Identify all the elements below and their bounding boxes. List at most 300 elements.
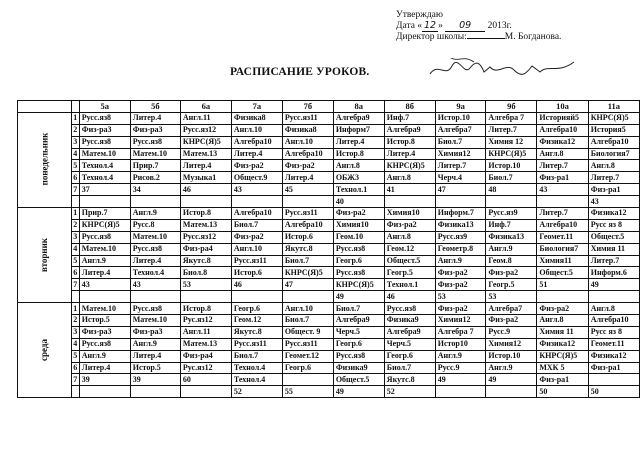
lesson-cell: Физ-ра2 — [486, 267, 537, 279]
lesson-cell: КНРС(Я)5 — [486, 148, 537, 160]
lesson-cell: Англ.9 — [486, 243, 537, 255]
lesson-cell: Англ.8 — [588, 160, 639, 172]
lesson-cell: Русс.яз8 — [333, 267, 384, 279]
lesson-cell: Алгебра9 — [333, 315, 384, 327]
lesson-cell: 43 — [79, 279, 130, 291]
lesson-cell: Алгебра7 — [486, 303, 537, 315]
class-header: 7б — [282, 101, 333, 113]
lesson-cell: 53 — [180, 279, 231, 291]
lesson-cell — [79, 291, 130, 303]
lesson-row — [18, 338, 640, 350]
lesson-cell: Истор.8 — [180, 208, 231, 220]
lesson-cell — [79, 386, 130, 398]
lesson-cell: Физика9 — [384, 315, 435, 327]
lesson-cell: Матем.13 — [180, 148, 231, 160]
lesson-cell: КНРС(Я)5 — [79, 219, 130, 231]
approval-title: Утверждаю — [396, 10, 443, 20]
lesson-cell — [282, 196, 333, 208]
lesson-cell: Технол.1 — [333, 184, 384, 196]
lesson-cell: Химия11 — [537, 255, 588, 267]
lesson-cell: Литер.4 — [282, 172, 333, 184]
lesson-cell: Истор.10 — [435, 112, 486, 124]
lesson-cell — [130, 386, 180, 398]
approval-date: Дата « 12 » 09 2013г. — [396, 19, 512, 31]
lesson-cell: Алгебра10 — [588, 136, 639, 148]
lesson-cell: 43 — [130, 279, 180, 291]
lesson-row — [18, 136, 640, 148]
lesson-cell: Физ-ра1 — [537, 374, 588, 386]
lesson-cell: Физ-ра1 — [537, 172, 588, 184]
lesson-cell: КНРС(Я)5 — [537, 350, 588, 362]
lesson-cell: Технол.4 — [79, 160, 130, 172]
lesson-cell: КНРС(Я)5 — [588, 112, 639, 124]
lesson-cell: Алгебра 7 — [435, 326, 486, 338]
lesson-number: 6 — [71, 362, 79, 374]
lesson-cell: Физ-ра3 — [130, 326, 180, 338]
lesson-cell: Англ.9 — [79, 255, 130, 267]
lesson-cell — [130, 196, 180, 208]
lesson-cell: 52 — [231, 386, 282, 398]
lesson-cell: Биол.7 — [486, 172, 537, 184]
class-header: 11а — [588, 101, 639, 113]
lesson-row — [18, 291, 640, 303]
lesson-cell: Рисов.2 — [130, 172, 180, 184]
lesson-cell: Геом.10 — [333, 231, 384, 243]
lesson-cell — [79, 196, 130, 208]
lesson-cell: Англ.9 — [130, 338, 180, 350]
lesson-cell: Инф.7 — [486, 219, 537, 231]
lesson-cell: Геогр.6 — [231, 303, 282, 315]
lesson-cell: Физ-ра2 — [537, 303, 588, 315]
lesson-cell: 49 — [588, 279, 639, 291]
lesson-cell: Химия10 — [333, 219, 384, 231]
lesson-cell: Русс.яз11 — [231, 255, 282, 267]
lesson-cell: Биология7 — [588, 148, 639, 160]
lesson-cell: Геогр.5 — [486, 279, 537, 291]
lesson-cell: Геогр.5 — [384, 267, 435, 279]
lesson-cell: Прир.7 — [79, 208, 130, 220]
lesson-cell: Англ.11 — [180, 112, 231, 124]
lesson-cell: Физика12 — [537, 338, 588, 350]
lesson-cell: Физика13 — [435, 219, 486, 231]
class-header: 7а — [231, 101, 282, 113]
lesson-cell: Литер.4 — [130, 255, 180, 267]
lesson-cell: Литер.4 — [79, 267, 130, 279]
lesson-cell — [486, 386, 537, 398]
lesson-number: 6 — [71, 267, 79, 279]
lesson-cell: Технол.1 — [384, 279, 435, 291]
lesson-cell: Якутс.8 — [282, 243, 333, 255]
lesson-cell: Технол.4 — [231, 374, 282, 386]
lesson-cell — [588, 291, 639, 303]
class-header-row — [18, 101, 640, 113]
lesson-cell: Русс.яз9 — [486, 208, 537, 220]
lesson-row — [18, 196, 640, 208]
lesson-cell: Геом.12 — [231, 315, 282, 327]
lesson-cell: 49 — [435, 374, 486, 386]
lesson-cell — [384, 196, 435, 208]
lesson-row — [18, 160, 640, 172]
lesson-cell: Истор.10 — [486, 350, 537, 362]
class-header: 6а — [180, 101, 231, 113]
lesson-number: 7 — [71, 279, 79, 291]
lesson-cell: Химия 12 — [486, 136, 537, 148]
lesson-number: 2 — [71, 124, 79, 136]
lesson-number: 5 — [71, 160, 79, 172]
lesson-cell: Общест.9 — [231, 172, 282, 184]
lesson-cell: Якутс.8 — [231, 326, 282, 338]
lesson-cell: Геомет.12 — [282, 350, 333, 362]
lesson-number: 3 — [71, 136, 79, 148]
lesson-cell: Черч.5 — [384, 338, 435, 350]
lesson-cell: Физика8 — [231, 112, 282, 124]
lesson-number: 5 — [71, 255, 79, 267]
lesson-cell: 39 — [130, 374, 180, 386]
lesson-cell — [180, 196, 231, 208]
lesson-cell: Англ.8 — [537, 148, 588, 160]
lesson-cell: Якутс.8 — [180, 255, 231, 267]
lesson-cell: Химия12 — [435, 315, 486, 327]
lesson-cell: Химия 11 — [588, 243, 639, 255]
lesson-cell: Физ-ра2 — [231, 231, 282, 243]
lesson-number: 4 — [71, 243, 79, 255]
lesson-cell: Русс.яз11 — [231, 338, 282, 350]
lesson-row — [18, 362, 640, 374]
lesson-cell: Литер.7 — [537, 160, 588, 172]
lesson-cell: 43 — [231, 184, 282, 196]
lesson-cell: Биол.7 — [435, 136, 486, 148]
lesson-cell: 50 — [588, 386, 639, 398]
lesson-cell: Англ.8 — [333, 160, 384, 172]
lesson-cell: Физ-ра2 — [435, 279, 486, 291]
lesson-number: 1 — [71, 303, 79, 315]
lesson-cell: Русс.яз8 — [333, 350, 384, 362]
lesson-cell: Англ.10 — [231, 243, 282, 255]
lesson-cell: Физ-ра1 — [588, 184, 639, 196]
lesson-cell: Химия12 — [435, 148, 486, 160]
lesson-cell: Истор.8 — [180, 303, 231, 315]
lesson-cell — [537, 196, 588, 208]
lesson-cell: Литер.7 — [588, 255, 639, 267]
lesson-cell: Физ-ра4 — [180, 243, 231, 255]
lesson-cell: Геогр.6 — [333, 255, 384, 267]
lesson-cell: 53 — [435, 291, 486, 303]
lesson-cell: Русс.яз12 — [180, 124, 231, 136]
lesson-cell: Физ-ра2 — [282, 160, 333, 172]
lesson-cell: Русс.яз12 — [180, 231, 231, 243]
lesson-cell: Алгебра9 — [333, 112, 384, 124]
class-header: 9б — [486, 101, 537, 113]
lesson-cell: Алгебра10 — [588, 315, 639, 327]
lesson-cell — [231, 291, 282, 303]
lesson-cell: Литер.7 — [486, 124, 537, 136]
lesson-cell: Англ.10 — [282, 303, 333, 315]
approval-block — [396, 10, 561, 43]
lesson-cell: 48 — [486, 184, 537, 196]
lesson-cell: Русс.9 — [486, 326, 537, 338]
lesson-cell: Литер.7 — [537, 208, 588, 220]
lesson-cell: Алгебра 7 — [486, 112, 537, 124]
lesson-cell: 49 — [333, 291, 384, 303]
lesson-cell: Биол.7 — [333, 303, 384, 315]
lesson-cell: 46 — [384, 291, 435, 303]
lesson-cell: 53 — [486, 291, 537, 303]
lesson-cell: Литер.7 — [435, 160, 486, 172]
lesson-cell: Англ.11 — [180, 326, 231, 338]
lesson-cell: Русс.9 — [435, 362, 486, 374]
lesson-cell: 50 — [537, 386, 588, 398]
lesson-cell: Инф.7 — [384, 112, 435, 124]
lesson-cell: Русс.яз8 — [79, 112, 130, 124]
lesson-row — [18, 124, 640, 136]
lesson-cell: Алгебра10 — [231, 136, 282, 148]
lesson-cell: Истор.8 — [333, 148, 384, 160]
lesson-cell: Литер.4 — [130, 112, 180, 124]
lesson-cell: 39 — [79, 374, 130, 386]
lesson-cell: Химия10 — [384, 208, 435, 220]
lesson-cell: КНРС(Я)5 — [180, 136, 231, 148]
lesson-cell: Матем.10 — [130, 315, 180, 327]
lesson-cell: Геомет.11 — [588, 338, 639, 350]
lesson-cell: Алгебра7 — [435, 124, 486, 136]
lesson-cell: Физика13 — [486, 231, 537, 243]
lesson-cell: Истор.5 — [79, 315, 130, 327]
lesson-cell: Геометр.8 — [435, 243, 486, 255]
lesson-cell: Физ-ра2 — [435, 267, 486, 279]
lesson-cell: Физика8 — [282, 124, 333, 136]
lesson-cell: Истор.6 — [231, 267, 282, 279]
lesson-number: 7 — [71, 184, 79, 196]
class-header: 5а — [79, 101, 130, 113]
lesson-cell: Рус.яз12 — [180, 362, 231, 374]
lesson-row — [18, 350, 640, 362]
lesson-cell: Физ-ра3 — [79, 326, 130, 338]
lesson-cell: Литер.4 — [384, 148, 435, 160]
lesson-cell — [130, 291, 180, 303]
lesson-cell — [282, 374, 333, 386]
lesson-cell: Русс яз 8 — [588, 219, 639, 231]
lesson-cell: Общест. 9 — [282, 326, 333, 338]
lesson-cell: Матем.10 — [79, 148, 130, 160]
day-name: вторник — [39, 237, 50, 272]
lesson-number — [71, 291, 79, 303]
lesson-cell: Матем.13 — [180, 338, 231, 350]
lesson-cell: Биол.7 — [231, 350, 282, 362]
lesson-number: 7 — [71, 374, 79, 386]
lesson-cell — [486, 196, 537, 208]
day-label — [18, 208, 72, 303]
lesson-row — [18, 243, 640, 255]
lesson-cell: Русс.яз11 — [282, 338, 333, 350]
lesson-row — [18, 255, 640, 267]
lesson-cell: Физика9 — [333, 362, 384, 374]
lesson-cell: 47 — [435, 184, 486, 196]
approval-date-day: 12 — [424, 19, 437, 31]
lesson-cell: 34 — [130, 184, 180, 196]
lesson-cell: 41 — [384, 184, 435, 196]
lesson-cell: КНРС(Я)5 — [384, 160, 435, 172]
lesson-cell: Русс.яз8 — [333, 243, 384, 255]
lesson-cell: МХК 5 — [537, 362, 588, 374]
lesson-cell: Англ.9 — [435, 255, 486, 267]
lesson-cell: Истор.5 — [130, 362, 180, 374]
lesson-cell: Литер.4 — [79, 362, 130, 374]
lesson-cell: Русс.яз8 — [79, 338, 130, 350]
lesson-cell: Литер.4 — [231, 148, 282, 160]
lesson-cell: Рус.яз12 — [180, 315, 231, 327]
day-name: среда — [39, 338, 50, 361]
lesson-row — [18, 279, 640, 291]
class-header: 9а — [435, 101, 486, 113]
lesson-cell: Прир.7 — [130, 160, 180, 172]
lesson-cell: 51 — [537, 279, 588, 291]
lesson-cell: Биология7 — [537, 243, 588, 255]
lesson-cell: Русс.яз8 — [130, 303, 180, 315]
lesson-cell: 55 — [282, 386, 333, 398]
lesson-cell: Информ.6 — [588, 267, 639, 279]
lesson-cell: Русс.яз8 — [79, 231, 130, 243]
lesson-cell: Англ.10 — [231, 124, 282, 136]
lesson-cell: Истор.10 — [486, 160, 537, 172]
lesson-cell: Физика12 — [588, 350, 639, 362]
lesson-cell — [180, 291, 231, 303]
lesson-cell: 47 — [282, 279, 333, 291]
lesson-cell: Общест.5 — [333, 374, 384, 386]
lesson-cell: Геогр.6 — [384, 350, 435, 362]
lesson-cell: Физика12 — [588, 208, 639, 220]
header-corner — [18, 101, 72, 113]
lesson-cell: Технол.4 — [231, 362, 282, 374]
lesson-cell: Алгебра10 — [537, 124, 588, 136]
lesson-cell: КНРС(Я)5 — [282, 267, 333, 279]
lesson-cell: Геогр.6 — [333, 338, 384, 350]
lesson-cell: Биол.8 — [180, 267, 231, 279]
lesson-number: 2 — [71, 315, 79, 327]
lesson-cell: Черч.5 — [333, 326, 384, 338]
lesson-row — [18, 172, 640, 184]
lesson-cell: 40 — [333, 196, 384, 208]
lesson-cell: Якутс.8 — [384, 374, 435, 386]
lesson-number: 5 — [71, 350, 79, 362]
lesson-cell — [435, 386, 486, 398]
lesson-cell: Физика12 — [537, 136, 588, 148]
day-label — [18, 303, 72, 398]
lesson-cell — [231, 196, 282, 208]
lesson-cell: 52 — [384, 386, 435, 398]
lesson-cell: Физ-ра2 — [231, 160, 282, 172]
lesson-cell: Биол.7 — [384, 362, 435, 374]
lesson-cell: ОБЖ3 — [333, 172, 384, 184]
lesson-cell: Англ.8 — [384, 172, 435, 184]
lesson-cell: Истор10 — [435, 338, 486, 350]
lesson-row — [18, 315, 640, 327]
lesson-cell: 49 — [486, 374, 537, 386]
lesson-cell: Физ-ра3 — [79, 124, 130, 136]
lesson-cell: Русс.яз11 — [282, 112, 333, 124]
lesson-number — [71, 386, 79, 398]
lesson-number: 1 — [71, 208, 79, 220]
lesson-cell: Физ-ра4 — [180, 350, 231, 362]
header-corner — [71, 101, 79, 113]
lesson-cell: Матем.10 — [79, 243, 130, 255]
lesson-cell: Физ-ра1 — [588, 362, 639, 374]
lesson-cell: Англ.8 — [537, 315, 588, 327]
lesson-cell: Русс.яз8 — [130, 243, 180, 255]
lesson-cell: Русс.8 — [130, 219, 180, 231]
lesson-cell: Англ.9 — [130, 208, 180, 220]
lesson-cell: Общест.5 — [588, 231, 639, 243]
lesson-cell: Русс.яз8 — [384, 303, 435, 315]
lesson-cell: 46 — [231, 279, 282, 291]
lesson-cell: Физ-ра2 — [435, 303, 486, 315]
lesson-cell: Русс.яз11 — [282, 208, 333, 220]
lesson-cell: Физ-ра2 — [333, 208, 384, 220]
lesson-cell: Химия 11 — [537, 326, 588, 338]
lesson-row — [18, 267, 640, 279]
lesson-number: 2 — [71, 219, 79, 231]
lesson-cell: Геом.12 — [384, 243, 435, 255]
lesson-cell: Алгебра10 — [282, 219, 333, 231]
lesson-number — [71, 196, 79, 208]
lesson-row — [18, 303, 640, 315]
lesson-cell: Истор.8 — [384, 136, 435, 148]
lesson-cell: КНРС(Я)5 — [333, 279, 384, 291]
lesson-cell: История5 — [588, 124, 639, 136]
lesson-cell: Физ-ра3 — [130, 124, 180, 136]
lesson-row — [18, 148, 640, 160]
lesson-row — [18, 326, 640, 338]
lesson-cell: Алгебра10 — [282, 148, 333, 160]
lesson-cell: Матем.10 — [79, 303, 130, 315]
lesson-cell: Англ.8 — [588, 303, 639, 315]
lesson-cell: Матем.10 — [130, 231, 180, 243]
lesson-cell: Геом.8 — [486, 255, 537, 267]
lesson-cell: Русс.яз9 — [435, 231, 486, 243]
lesson-cell: Музыка1 — [180, 172, 231, 184]
lesson-row — [18, 112, 640, 124]
lesson-cell: Алгебра10 — [537, 219, 588, 231]
lesson-cell: Информ7 — [333, 124, 384, 136]
lesson-row — [18, 231, 640, 243]
lesson-cell: 49 — [333, 386, 384, 398]
lesson-cell: 60 — [180, 374, 231, 386]
director-signature — [428, 58, 578, 80]
lesson-cell: Русс яз 8 — [588, 326, 639, 338]
lesson-cell: Литер.4 — [180, 160, 231, 172]
lesson-row — [18, 219, 640, 231]
lesson-cell: Англ.9 — [486, 362, 537, 374]
lesson-cell: Алгебра9 — [384, 124, 435, 136]
lesson-number: 4 — [71, 148, 79, 160]
lesson-cell: Биол.7 — [282, 255, 333, 267]
day-name: понедельник — [39, 133, 50, 186]
lesson-number: 4 — [71, 338, 79, 350]
lesson-cell: Русс.яз8 — [130, 136, 180, 148]
lesson-number: 1 — [71, 112, 79, 124]
lesson-cell: Информ.7 — [435, 208, 486, 220]
lesson-cell: Англ.9 — [79, 350, 130, 362]
lesson-cell: Химия12 — [486, 338, 537, 350]
lesson-cell — [282, 291, 333, 303]
lesson-cell: Физ-ра2 — [384, 219, 435, 231]
lesson-cell: 46 — [180, 184, 231, 196]
lesson-cell: Истор.6 — [282, 231, 333, 243]
lesson-cell — [588, 374, 639, 386]
lesson-cell: Англ.8 — [384, 231, 435, 243]
lesson-cell: Геомет.11 — [537, 231, 588, 243]
lesson-cell: Англ.10 — [282, 136, 333, 148]
lesson-row — [18, 374, 640, 386]
